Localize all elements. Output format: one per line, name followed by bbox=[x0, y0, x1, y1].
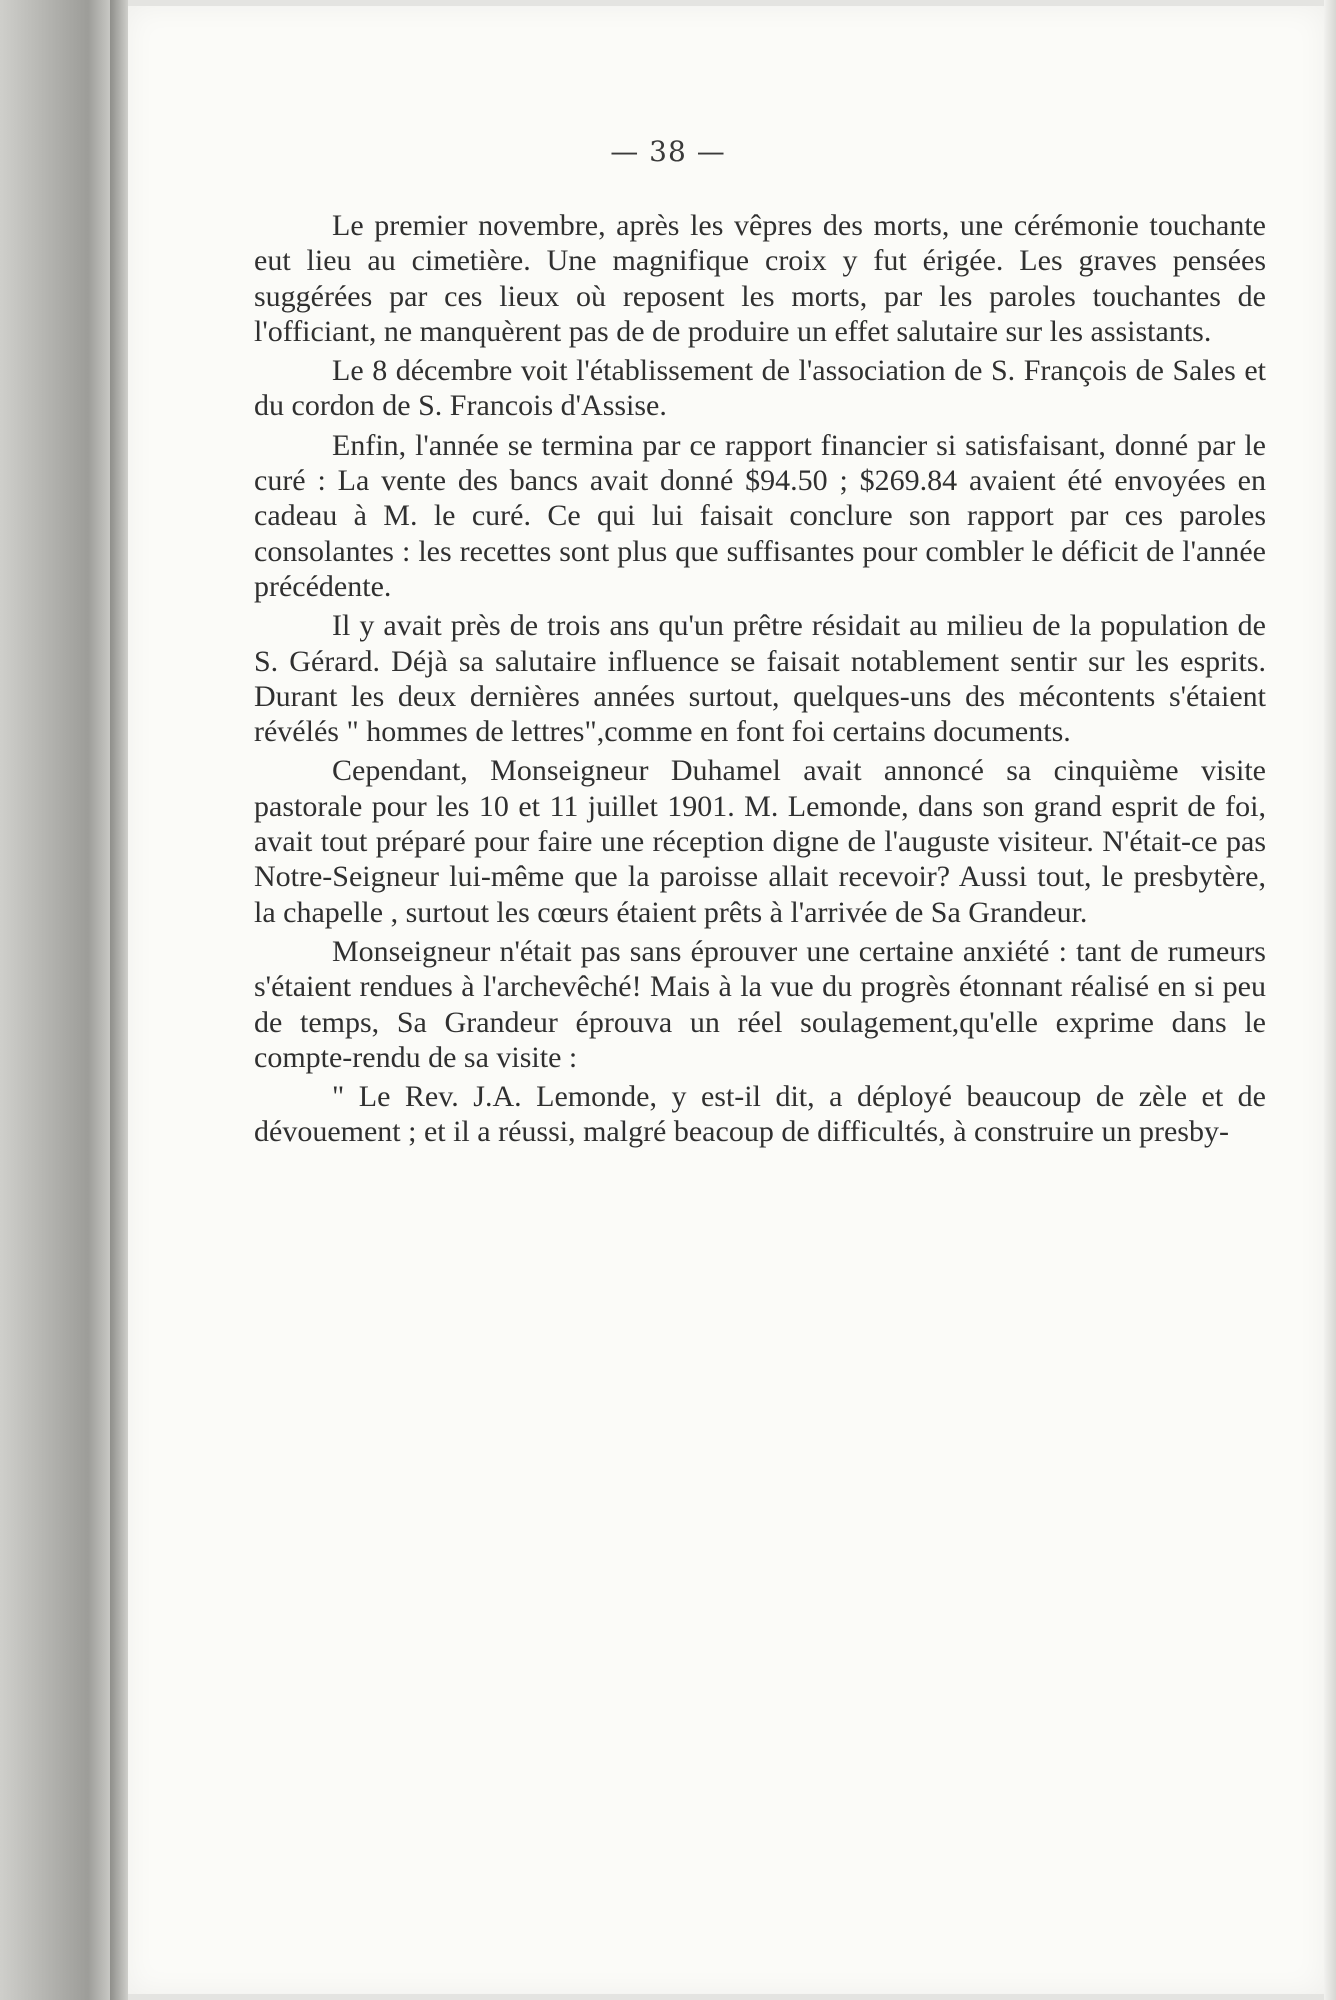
paragraph: " Le Rev. J.A. Lemonde, y est-il dit, a déployé beaucoup de zèle et de dévouement ; et il a réussi, malgré beacoup de difficultés, à construire un presby- bbox=[254, 1080, 1266, 1149]
page-number: — 38 — bbox=[610, 135, 726, 168]
page-gutter bbox=[110, 0, 128, 2000]
body-text bbox=[254, 208, 1266, 1150]
paragraph: Il y avait près de trois ans qu'un prêtre résidait au milieu de la population de S. Gérard. Déjà sa salutaire influence se faisait notablement sentir sur les esprits. Durant les deux dernières années surtout, quelques-uns des mécontents s'étaient révélés " hommes de lettres",comme en font foi certains documents. bbox=[254, 609, 1266, 749]
paragraph: Monseigneur n'était pas sans éprouver une certaine anxiété : tant de rumeurs s'étaient rendues à l'archevêché! Mais à la vue du progrès étonnant réalisé en si peu de temps, Sa Grandeur éprouva un réel soulagement,qu'elle exprime dans le compte-rendu de sa visite : bbox=[254, 934, 1266, 1074]
paragraph: Le 8 décembre voit l'établissement de l'association de S. François de Sales et du cordon de S. Francois d'Assise. bbox=[254, 354, 1266, 423]
paragraph: Le premier novembre, après les vêpres des morts, une cérémonie touchante eut lieu au cimetière. Une magnifique croix y fut érigée. Les graves pensées suggérées par ces lieux où reposent les morts, par les paroles touchantes de l'officiant, ne manquèrent pas de de produire un effet salutaire sur les assistants. bbox=[254, 209, 1266, 348]
paragraph: Enfin, l'année se termina par ce rapport financier si satisfaisant, donné par le curé : La vente des bancs avait donné $94.50 ; $269.84 avaient été envoyées en cadeau à M. le curé. Ce qui lui faisait conclure son rapport par ces paroles consolantes : les recettes sont plus que suffisantes pour combler le déficit de l'année précédente. bbox=[254, 428, 1266, 603]
page-edge bbox=[1324, 0, 1336, 2000]
book-spine bbox=[0, 0, 110, 2000]
paragraph: Cependant, Monseigneur Duhamel avait annoncé sa cinquième visite pastorale pour les 10 et 11 juillet 1901. M. Lemonde, dans son grand esprit de foi, avait tout préparé pour faire une réception digne de l'auguste visiteur. N'était-ce pas Notre-Seigneur lui-même que la paroisse allait recevoir? Aussi tout, le presbytère, la chapelle , surtout les cœurs étaient prêts à l'arrivée de Sa Grandeur. bbox=[254, 754, 1266, 929]
